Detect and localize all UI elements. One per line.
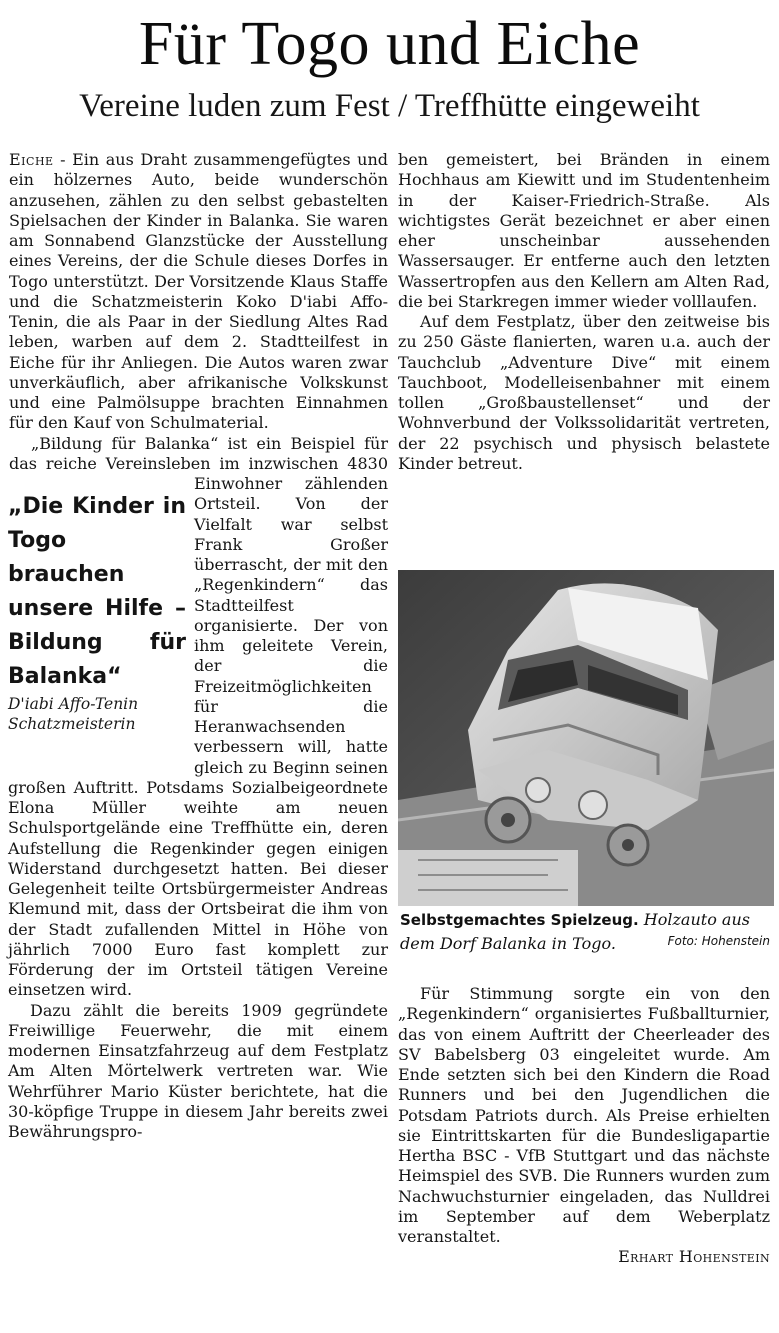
paragraph-3: Dazu zählt die bereits 1909 gegründete Freiwillige Feuerwehr, die mit einem modernen Einsatzfahrzeug auf dem Festplatz Am Alten Mörtelwerk vertreten war. Wie Wehrführer Mario Küster berichtete, hat die 30-köpfige Truppe in diesem Jahr bereits zwei Bewährungspro- [8, 1000, 388, 1141]
author-byline: Erhart Hohenstein [618, 1247, 770, 1267]
pull-quote-attribution [8, 694, 186, 734]
dateline: Eiche [9, 150, 54, 169]
paragraph-5: Auf dem Festplatz, über den zeitweise bis zu 250 Gäste flanierten, waren u.a. auch der Tauchclub „Adventure Dive“ mit einem Tauchboot, Modelleisenbahner mit einem tollen „Großbaustellenset“ und der Wohnverbund der Volkssolidarität vertreten, der 22 psychisch und physisch belastete Kinder betreut. [398, 312, 770, 473]
wooden-car-image [398, 570, 774, 906]
article-column-left [8, 150, 388, 1142]
pull-quote-role: Schatzmeisterin [8, 715, 136, 733]
paragraph-intro [8, 150, 388, 434]
photo-wooden-car [398, 570, 774, 906]
pull-quote [8, 490, 186, 734]
pull-quote-text: „Die Kinder in Togo brauchen unsere Hilfe – Bildung für Balanka“ [8, 494, 186, 689]
caption-text: Holzauto aus dem Dorf Balanka in Togo. [400, 910, 750, 953]
subheadline: Vereine luden zum Fest / Treffhütte eingeweiht [79, 88, 700, 124]
article-column-right-bottom [398, 984, 770, 1268]
headline: Für Togo und Eiche [138, 10, 641, 78]
pull-quote-name: D'iabi Affo-Tenin [8, 695, 139, 713]
paragraph-4: ben gemeistert, bei Bränden in einem Hochhaus am Kiewitt und im Studentenheim in der Kaiser-Friedrich-Straße. Als wichtigstes Gerät bezeichnet er aber einen eher unscheinbar aussehenden Wassersauger. Er entferne auch den letzten Wassertropfen aus den Kellern am Alten Rad, die bei Starkregen immer wieder volllaufen. [398, 150, 770, 311]
paragraph-2: „Bildung für Balanka“ ist ein Beispiel für das reiche Vereinsleben im inzwischen 4830 Einwohner zählenden Ortsteil. Von der Vielfalt war selbst Frank Großer überrascht, der mit den „Regenkindern“ das Stadtteilfest organisierte. Der von ihm geleitete Verein, der die Freizeitmöglichkeiten für die Heranwachsenden verbessern will, hatte gleich zu Beginn seinen großen Auftritt. Potsdams Sozialbeigeordnete Elona Müller weihte am neuen Schulsportgelände eine Treffhütte ein, deren Aufstellung die Regenkinder gegen einigen Widerstand durchgesetzt hatten. Bei dieser Gelegenheit teilte Ortsbürgermeister Andreas Klemund mit, dass der Ortsbeirat die ihm von der Stadt zufallenden Mittel in Höhe von jährlich 7000 Euro fast komplett zur Förderung der im Ortsteil tätigen Vereine einsetzen wird. [8, 433, 388, 1000]
photo-credit: Foto: Hohenstein [667, 934, 770, 948]
article-column-right-top [398, 150, 770, 474]
caption-title: Selbstgemachtes Spielzeug. [400, 911, 639, 929]
photo-caption [400, 908, 772, 955]
paragraph-intro-text: - Ein aus Draht zusammengefügtes und ein hölzernes Auto, beide wunderschön anzusehen, zählen zu den selbst gebastelten Spielsachen der Kinder in Balanka. Sie waren am Sonnabend Glanzstücke der Ausstellung eines Vereins, der die Schule dieses Dorfes in Togo unterstützt. Der Vorsitzende Klaus Staffe und die Schatzmeisterin Koko D'iabi Affo-Tenin, die als Paar in der Siedlung Altes Rad leben, warben auf dem 2. Stadtteilfest in Eiche für ihr Anliegen. Die Autos waren zwar unverkäuflich, aber afrikanische Volkskunst und eine Palmölsuppe brachten Einnahmen für den Kauf von Schulmaterial. [9, 150, 388, 433]
paragraph-6: Für Stimmung sorgte ein von den „Regenkindern“ organisiertes Fußballturnier, das von einem Auftritt der Cheerleader des SV Babelsberg 03 eingeleitet wurde. Am Ende setzten sich bei den Kindern die Road Runners und bei den Jugendlichen die Potsdam Patriots durch. Als Preise erhielten sie Eintrittskarten für die Bundesligapartie Hertha BSC - VfB Stuttgart und das nächste Heimspiel des SVB. Die Runners wurden zum Nachwuchsturnier eingeladen, das Nulldrei im September auf dem Weberplatz veranstaltet. [398, 984, 770, 1246]
